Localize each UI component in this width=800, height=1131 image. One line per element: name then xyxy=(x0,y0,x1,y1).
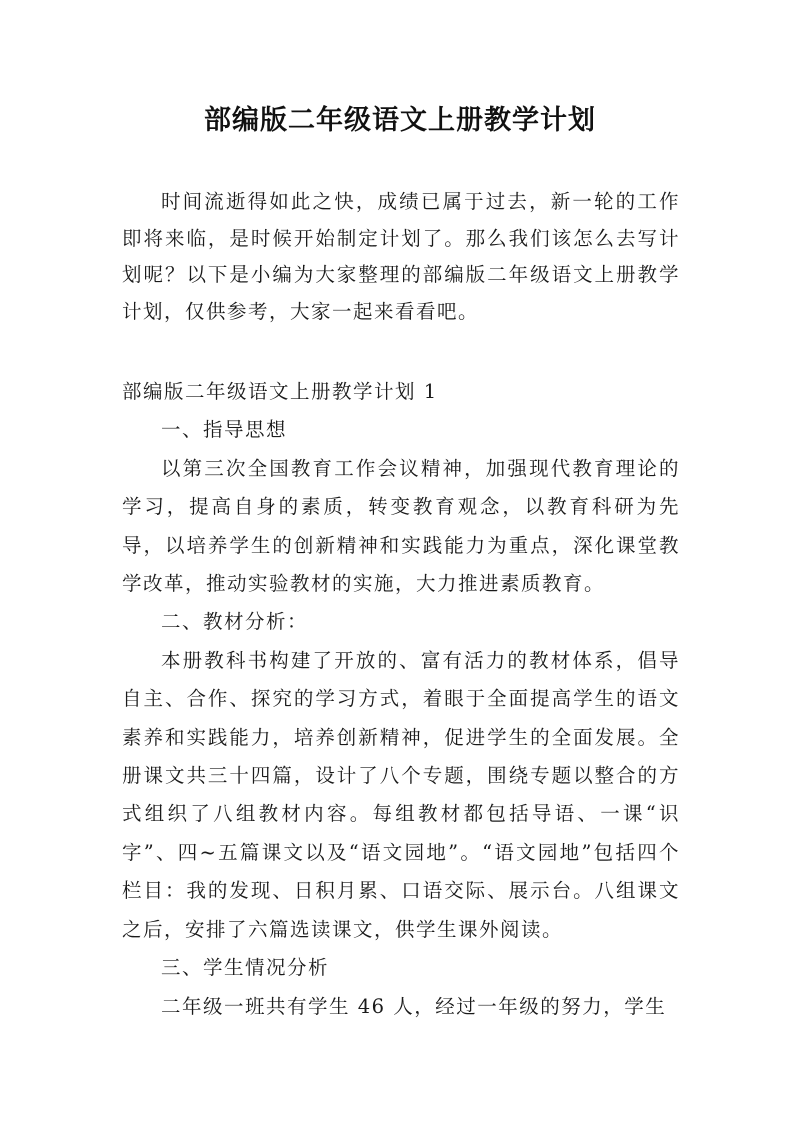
paragraph-textbook-analysis: 本册教科书构建了开放的、富有活力的教材体系，倡导自主、合作、探究的学习方式，着眼于全面提高学生的语文素养和实践能力，培养创新精神，促进学生的全面发展。全册课文共三十四篇，设计了八个专题，围绕专题以整合的方式组织了八组教材内容。每组教材都包括导语、一课“识字”、四~五篇课文以及“语文园地”。“语文园地”包括四个栏目：我的发现、日积月累、口语交际、展示台。八组课文之后，安排了六篇选读课文，供学生课外阅读。 xyxy=(122,648,680,941)
document-body xyxy=(122,373,680,1026)
section-title: 部编版二年级语文上册教学计划 1 xyxy=(122,380,438,403)
intro-paragraph: 时间流逝得如此之快，成绩已属于过去，新一轮的工作即将来临，是时候开始制定计划了。那么我们该怎么去写计划呢？以下是小编为大家整理的部编版二年级语文上册教学计划，仅供参考，大家一起来看看吧。 xyxy=(122,190,680,323)
heading-textbook-analysis: 二、教材分析： xyxy=(161,610,309,634)
document-title: 部编版二年级语文上册教学计划 xyxy=(204,105,596,136)
heading-student-analysis: 三、学生情况分析 xyxy=(161,956,330,980)
paragraph-guiding-ideology: 以第三次全国教育工作会议精神，加强现代教育理论的学习，提高自身的素质，转变教育观念，以教育科研为先导，以培养学生的创新精神和实践能力为重点，深化课堂教学改革，推动实验教材的实施，大力推进素质教育。 xyxy=(122,456,680,596)
heading-guiding-ideology: 一、指导思想 xyxy=(161,418,288,442)
paragraph-student-analysis: 二年级一班共有学生 46 人，经过一年级的努力，学生 xyxy=(161,994,667,1018)
